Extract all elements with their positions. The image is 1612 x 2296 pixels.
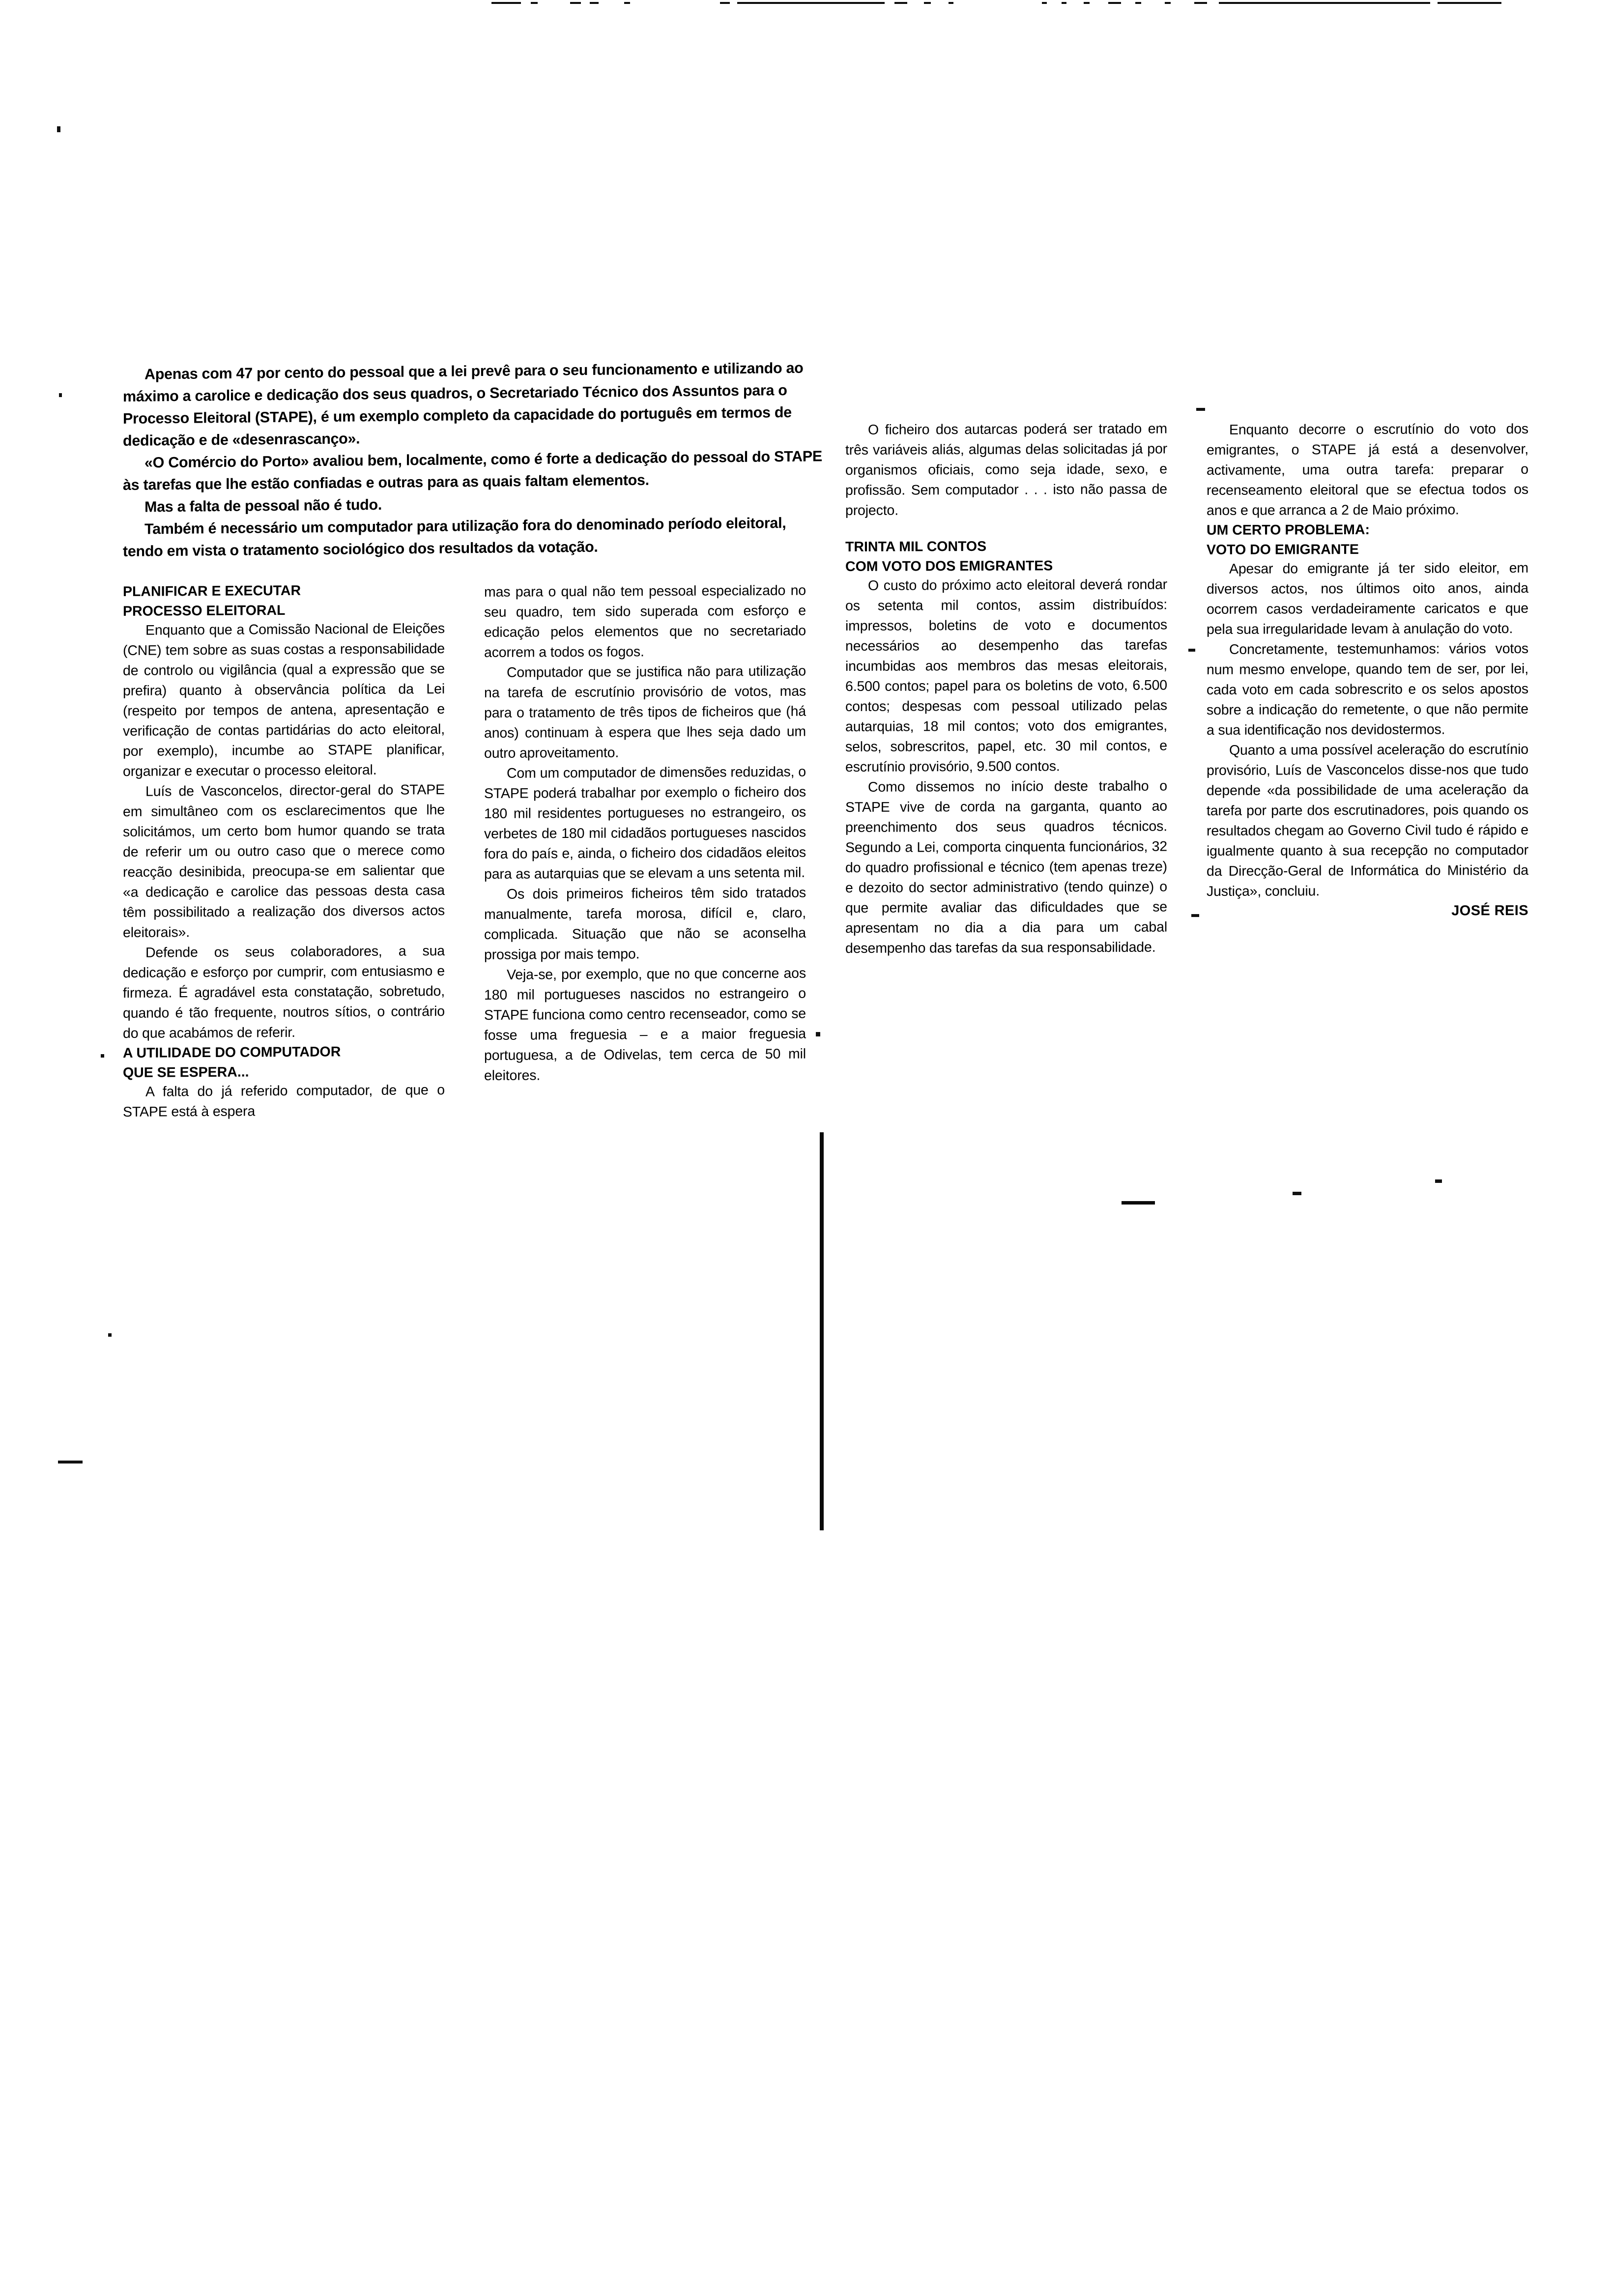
paragraph: Computador que se justifica não para utilização na tarefa de escrutínio provisório de votos, mas para o tratamento de três tipos de ficheiros que (há anos) continuam à espera que lhes seja dado um outro aproveitamento. — [484, 663, 806, 761]
paragraph: O ficheiro dos autarcas poderá ser tratado em três variáveis aliás, algumas delas solicitadas já por organismos oficiais, como seja idade, sexo, e profissão. Sem computador . . . isto não passa de projecto. — [845, 421, 1167, 518]
column-1-subhead-line-1: PLANIFICAR E EXECUTAR — [123, 582, 301, 600]
scan-speck — [58, 1461, 83, 1464]
paragraph: Defende os seus colaboradores, a sua dedicação e esforço por cumprir, com entusiasmo e firmeza. É agradável esta constatação, sobretudo, quando é tão frequente, noutros sítios, o contrário do que acabámos de referir. — [123, 943, 445, 1041]
paragraph: mas para o qual não tem pessoal especializado no seu quadro, tem sido superada com esforço e edicação pelos elementos que no secretariado acorrem a todos os fogos. — [484, 582, 806, 660]
article-column-4 — [1207, 419, 1528, 922]
paragraph: Luís de Vasconcelos, director-geral do STAPE em simultâneo com os esclarecimentos que lhe solicitámos, um certo bom humor quando se trata de referir um ou outro caso que o merece como reacção desinibida, preocupa-se em salientar que «a dedicação e carolice das pessoas desta casa têm possibilitado a realização dos diversos actos eleitorais». — [123, 781, 445, 941]
paragraph: A falta do já referido computador, de que o STAPE está à espera — [123, 1082, 445, 1120]
paragraph: Como dissemos no início deste trabalho o STAPE vive de corda na garganta, quanto ao preenchimento dos seus quadros técnicos. Segundo a Lei, comporta cinquenta funcionários, 32 do quadro profissional e técnico (tem apenas treze) e dezoito do sector administrativo (tendo quinze) o que permite avaliar das dificuldades que se apresentam no dia a dia para um cabal desempenho das tarefas da sua responsabilidade. — [845, 778, 1167, 956]
paragraph: Enquanto decorre o escrutínio do voto dos emigrantes, o STAPE já está a desenvolver, activamente, uma outra tarefa: preparar o recenseamento eleitoral que se efectua todos os anos e que arranca a 2 de Maio próximo. — [1207, 421, 1528, 518]
end-of-article-rule — [1122, 1201, 1155, 1205]
article-body — [123, 359, 1528, 1122]
paragraph: Com um computador de dimensões reduzidas, o STAPE poderá trabalhar por exemplo o ficheiro dos 180 mil residentes portugueses no estrangeiro, os verbetes de 180 mil cidadãos portugueses nascidos fora do país e, ainda, o ficheiro dos cidadãos eleitos para as autarquias que se elevam a uns setenta mil. — [484, 764, 806, 882]
column-1-subhead-2-line-2: QUE SE ESPERA... — [123, 1064, 249, 1081]
column-4-subhead-line-1: UM CERTO PROBLEMA: — [1207, 521, 1370, 538]
paragraph: Enquanto que a Comissão Nacional de Eleições (CNE) tem sobre as suas costas a responsabilidade de controlo ou vigilância (qual a expressão que se prefira) quanto à observância política da Lei (respeito por tempos de antena, apresentação e verificação de contas partidárias do acto eleitoral, por exemplo), incumbe ao STAPE planificar, organizar e executar o processo eleitoral. — [123, 620, 445, 779]
column-3-subhead-line-1: TRINTA MIL CONTOS — [845, 538, 987, 555]
article-lead — [123, 357, 826, 563]
lead-paragraph: Apenas com 47 por cento do pessoal que a lei prevê para o seu funcionamento e utilizando ao máximo a carolice e dedicação dos seus quadros, o Secretariado Técnico dos Assuntos para o Processo Eleitoral (STAPE), é um exemplo completo da capacidade do português em termos de dedicação e de «desenrascanço». — [123, 359, 804, 449]
article-column-3 — [845, 419, 1167, 959]
article-byline: JOSÉ REIS — [1451, 902, 1528, 919]
paragraph: Os dois primeiros ficheiros têm sido tratados manualmente, tarefa morosa, difícil e, claro, complicada. Situação que não se aconselha prossiga por mais tempo. — [484, 885, 806, 963]
paragraph: Apesar do emigrante já ter sido eleitor, em diversos actos, nos últimos oito anos, ainda ocorrem casos verdadeiramente caricatos e que pela sua irregularidade levam à anulação do voto. — [1207, 560, 1528, 637]
paragraph: Quanto a uma possível aceleração do escrutínio provisório, Luís de Vasconcelos disse-nos que tudo depende «da possibilidade de uma aceleração da tarefa por parte dos escrutinadores, pois quando os resultados chegam ao Governo Civil tudo é rápido e igualmente quanto à sua recepção no computador da Direcção-Geral de Informática do Ministério da Justiça», concluiu. — [1207, 741, 1528, 899]
scan-speck — [57, 126, 60, 132]
scan-speck — [108, 1333, 112, 1337]
lead-paragraph: Também é necessário um computador para utilização fora do denominado período eleitoral, tendo em vista o tratamento sociológico dos resultados da votação. — [123, 515, 786, 560]
scan-speck — [1435, 1179, 1442, 1183]
article-column-1 — [123, 580, 445, 1122]
scan-speck — [101, 1054, 104, 1058]
column-separator-rule — [820, 1132, 824, 1530]
scan-edge-noise — [0, 0, 1612, 7]
lead-paragraph: «O Comércio do Porto» avaliou bem, localmente, como é forte a dedicação do pessoal do STAPE às tarefas que lhe estão confiadas e outras para as quais faltam elementos. — [123, 448, 822, 493]
column-1-subhead-line-2: PROCESSO ELEITORAL — [123, 602, 286, 619]
column-3-subhead-line-2: COM VOTO DOS EMIGRANTES — [845, 558, 1053, 574]
paragraph: Concretamente, testemunhamos: vários votos num mesmo envelope, quando tem de ser, por lei, cada voto em cada sobrescrito e os selos apostos sobre a indicação do remetente, o que não permite a sua identificação nos devidostermos. — [1207, 640, 1528, 738]
scan-speck — [59, 393, 62, 397]
paragraph: Veja-se, por exemplo, que no que concerne aos 180 mil portugueses nascidos no estrangeiro o STAPE funciona como centro recenseador, como se fosse uma freguesia – e a maior freguesia portuguesa, a de Odivelas, tem cerca de 50 mil eleitores. — [484, 965, 806, 1084]
article-column-2 — [484, 581, 806, 1086]
scan-speck — [1293, 1192, 1301, 1195]
lead-paragraph: Mas a falta de pessoal não é tudo. — [144, 496, 382, 516]
column-4-subhead-line-2: VOTO DO EMIGRANTE — [1207, 542, 1359, 558]
column-1-subhead-2-line-1: A UTILIDADE DO COMPUTADOR — [123, 1044, 341, 1061]
paragraph: O custo do próximo acto eleitoral deverá rondar os setenta mil contos, assim distribuídos: impressos, boletins de voto e documentos necessários ao desempenho das tarefas incumbidas aos membros das mesas eleitorais, 6.500 contos; papel para os boletins de voto, 6.500 contos; despesas com pessoal utilizado pelas autarquias, 18 mil contos; voto dos emigrantes, selos, sobrescritos, papel, etc. 30 mil contos, e escrutínio provisório, 9.500 contos. — [845, 576, 1167, 775]
